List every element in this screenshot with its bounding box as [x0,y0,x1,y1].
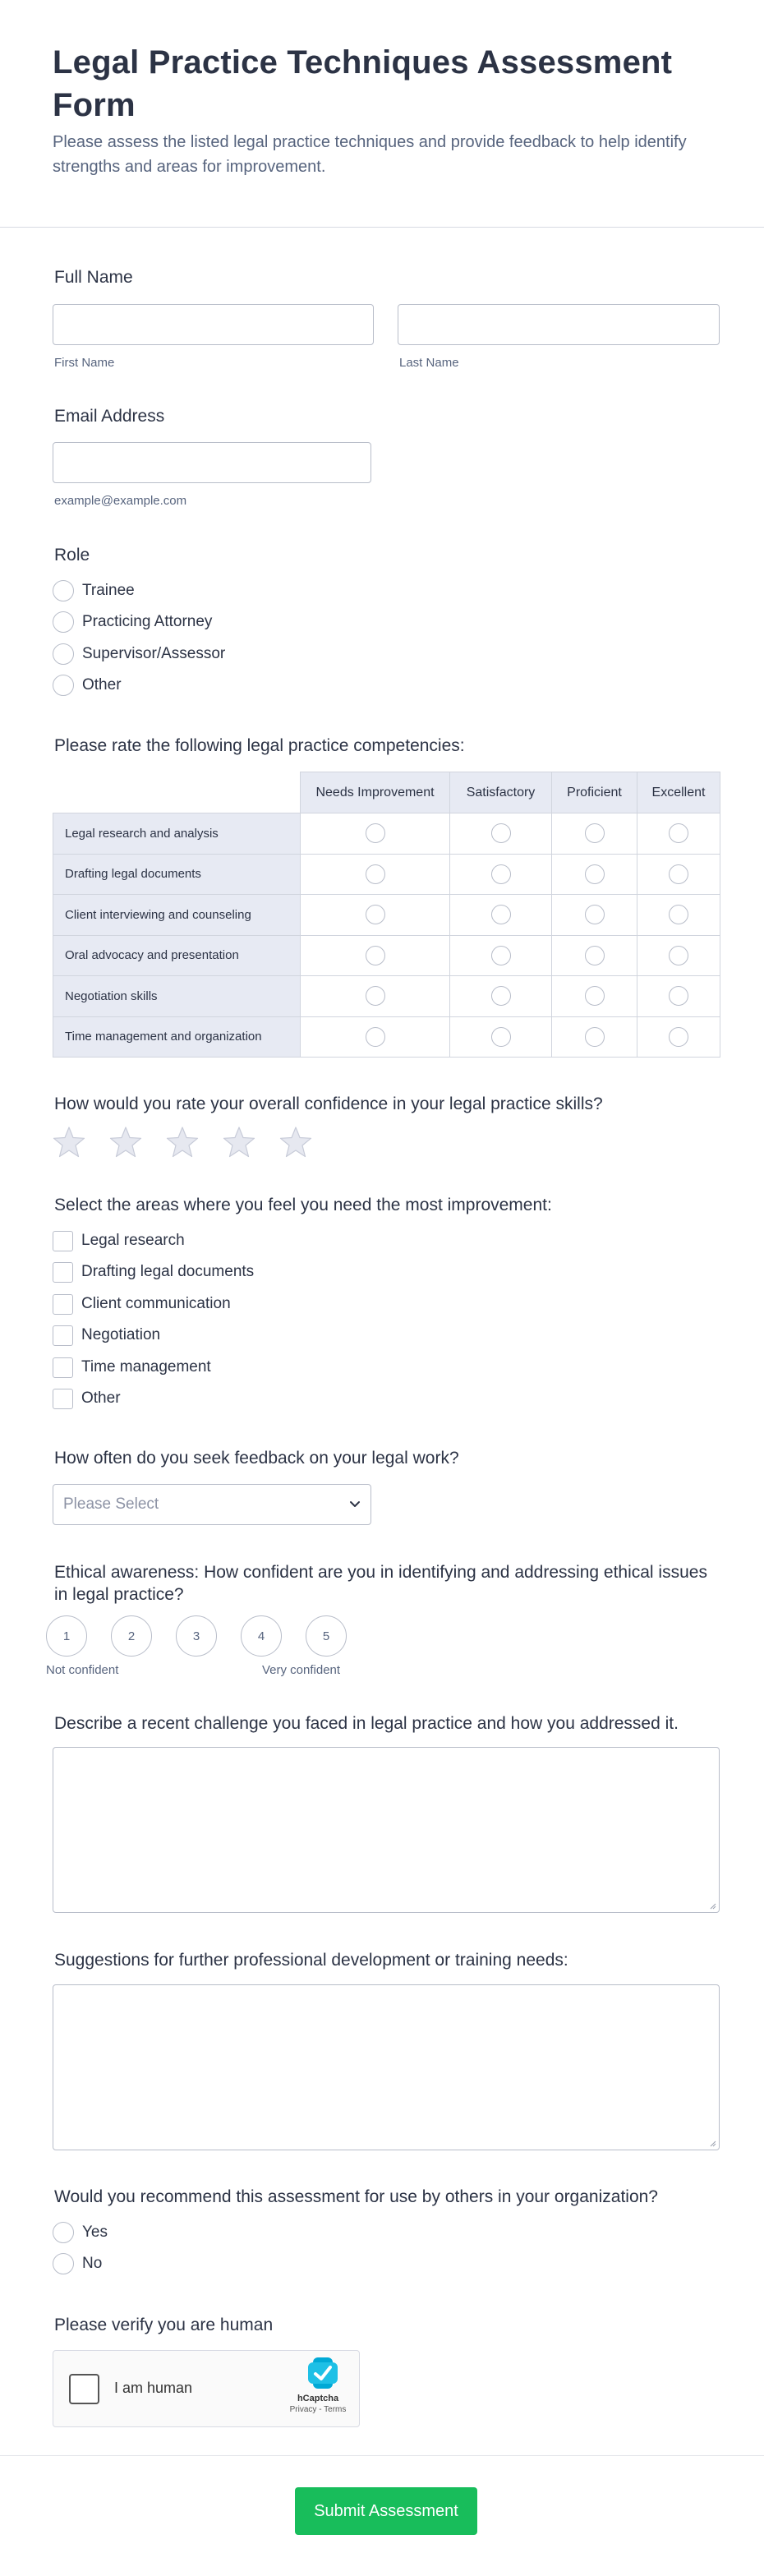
matrix-radio[interactable] [669,905,688,924]
improvement-option-label: Negotiation [81,1326,161,1343]
matrix-cell[interactable] [552,976,637,1017]
ethics-label: Ethical awareness: How confident are you in identifying and addressing ethical issues in legal practice? [54,1563,707,1604]
improvement-option-label: Client communication [81,1295,231,1312]
matrix-corner [53,772,301,813]
matrix-row [53,854,720,895]
matrix-radio[interactable] [669,986,688,1006]
resize-grip-icon[interactable] [709,2140,716,2147]
matrix-radio[interactable] [366,986,385,1006]
challenge-label: Describe a recent challenge you faced in legal practice and how you addressed it. [54,1714,679,1733]
captcha-widget [53,2350,360,2427]
first-name-input[interactable] [53,304,374,345]
matrix-cell[interactable] [552,1016,637,1058]
radio-button[interactable] [53,580,74,601]
captcha-brand: hCaptcha [297,2394,339,2403]
radio-button[interactable] [53,675,74,696]
matrix-row-label: Time management and organization [53,1016,301,1058]
recommend-option-yes[interactable] [53,2221,108,2244]
matrix-column-header: Satisfactory [450,772,552,813]
competencies-label: Please rate the following legal practice competencies: [54,736,465,755]
header-divider [0,227,764,228]
matrix-cell[interactable] [450,895,552,936]
role-option-practicing-attorney[interactable] [53,611,212,634]
matrix-cell[interactable] [450,813,552,855]
select-placeholder: Please Select [63,1495,159,1513]
matrix-row-label: Drafting legal documents [53,854,301,895]
star-icon[interactable] [53,1126,85,1159]
matrix-cell[interactable] [450,935,552,976]
captcha-label: Please verify you are human [54,2316,274,2334]
checkbox[interactable] [53,1357,73,1378]
matrix-row [53,976,720,1017]
role-label: Role [54,546,90,565]
matrix-row-label: Legal research and analysis [53,813,301,855]
matrix-radio[interactable] [585,1027,605,1047]
role-option-label: Supervisor/Assessor [82,645,226,662]
matrix-radio[interactable] [669,864,688,884]
matrix-cell[interactable] [450,854,552,895]
matrix-radio[interactable] [585,946,605,965]
matrix-cell[interactable] [450,976,552,1017]
first-name-sublabel: First Name [54,356,115,370]
captcha-checkbox-text: I am human [114,2380,193,2396]
matrix-cell[interactable] [552,935,637,976]
recommend-option-label: Yes [82,2223,108,2241]
confidence-label: How would you rate your overall confidence in your legal practice skills? [54,1094,603,1113]
matrix-cell[interactable] [301,935,450,976]
suggestions-textarea[interactable] [53,1984,720,2150]
chevron-down-icon [349,1500,361,1509]
matrix-cell[interactable] [450,1016,552,1058]
matrix-header-row [53,772,720,813]
star-icon[interactable] [166,1126,199,1159]
scale-option-1[interactable]: 1 [46,1615,87,1657]
improvement-option-other[interactable] [53,1387,121,1410]
scale-high-label: Very confident [262,1663,341,1677]
role-option-supervisor[interactable] [53,643,225,666]
matrix-cell[interactable] [637,935,720,976]
feedback-frequency-select[interactable] [53,1484,371,1525]
suggestions-label: Suggestions for further professional development or training needs: [54,1951,568,1970]
checkbox[interactable] [53,1389,73,1409]
role-option-other[interactable] [53,674,122,697]
checkbox[interactable] [53,1262,73,1283]
improvement-option-time-management[interactable] [53,1356,211,1379]
matrix-row [53,1016,720,1058]
matrix-row-label: Client interviewing and counseling [53,895,301,936]
captcha-terms-link[interactable]: Privacy - Terms [289,2405,347,2414]
matrix-cell[interactable] [637,813,720,855]
radio-button[interactable] [53,643,74,665]
role-option-label: Trainee [82,582,135,599]
matrix-radio[interactable] [366,864,385,884]
star-icon[interactable] [109,1126,142,1159]
role-option-label: Practicing Attorney [82,613,213,630]
matrix-cell[interactable] [301,895,450,936]
role-option-label: Other [82,676,122,694]
matrix-radio[interactable] [366,946,385,965]
improvement-option-label: Legal research [81,1232,185,1249]
resize-grip-icon[interactable] [709,1902,716,1910]
checkbox[interactable] [53,1294,73,1315]
email-label: Email Address [54,407,165,426]
matrix-cell[interactable] [552,854,637,895]
star-icon[interactable] [279,1126,312,1159]
matrix-radio[interactable] [491,823,511,843]
checkbox[interactable] [53,1231,73,1251]
improvement-option-legal-research[interactable] [53,1229,185,1252]
matrix-radio[interactable] [585,864,605,884]
recommend-option-no[interactable] [53,2252,102,2275]
matrix-cell[interactable] [637,895,720,936]
competency-matrix [53,772,720,1058]
form-header [53,41,718,179]
star-rating [53,1126,336,1159]
matrix-radio[interactable] [491,864,511,884]
feedback-frequency-label: How often do you seek feedback on your legal work? [54,1449,459,1468]
scale-option-5[interactable]: 5 [306,1615,347,1657]
form-title: Legal Practice Techniques Assessment Form [53,44,673,123]
submit-button[interactable]: Submit Assessment [295,2487,477,2535]
matrix-radio[interactable] [366,823,385,843]
matrix-cell[interactable] [301,813,450,855]
captcha-checkbox[interactable] [69,2374,99,2404]
matrix-radio[interactable] [585,986,605,1006]
footer-divider [0,2455,764,2456]
scale-option-3[interactable]: 3 [176,1615,217,1657]
improvement-option-label: Time management [81,1358,211,1376]
form-subtitle: Please assess the listed legal practice techniques and provide feedback to help identify strengths and areas for improvement. [53,133,687,176]
challenge-textarea[interactable] [53,1747,720,1913]
star-icon[interactable] [223,1126,255,1159]
matrix-cell[interactable] [552,813,637,855]
last-name-input[interactable] [398,304,720,345]
matrix-radio[interactable] [366,1027,385,1047]
recommend-label: Would you recommend this assessment for use by others in your organization? [54,2187,658,2206]
email-sublabel: example@example.com [54,494,187,508]
improvement-option-drafting[interactable] [53,1260,254,1283]
matrix-row [53,813,720,855]
matrix-row [53,935,720,976]
improvement-option-negotiation[interactable] [53,1324,160,1347]
improvement-option-label: Other [81,1389,121,1407]
matrix-radio[interactable] [491,905,511,924]
scale-option-4[interactable]: 4 [241,1615,282,1657]
matrix-radio[interactable] [491,1027,511,1047]
matrix-column-header: Needs Improvement [301,772,450,813]
checkbox[interactable] [53,1325,73,1346]
scale-low-label: Not confident [46,1663,119,1677]
improvement-label: Select the areas where you feel you need the most improvement: [54,1196,552,1214]
radio-button[interactable] [53,2222,74,2243]
matrix-row-label: Negotiation skills [53,976,301,1017]
matrix-radio[interactable] [585,823,605,843]
matrix-cell[interactable] [301,976,450,1017]
matrix-cell[interactable] [637,854,720,895]
improvement-option-client-communication[interactable] [53,1293,231,1316]
matrix-radio[interactable] [669,823,688,843]
last-name-sublabel: Last Name [399,356,459,370]
matrix-radio[interactable] [585,905,605,924]
matrix-radio[interactable] [669,1027,688,1047]
matrix-cell[interactable] [637,976,720,1017]
matrix-radio[interactable] [491,986,511,1006]
email-input[interactable] [53,442,371,483]
matrix-radio[interactable] [491,946,511,965]
hcaptcha-logo-icon [301,2356,344,2392]
matrix-cell[interactable] [301,854,450,895]
ethics-scale [46,1615,370,1657]
matrix-row [53,895,720,936]
matrix-cell[interactable] [301,1016,450,1058]
radio-button[interactable] [53,2253,74,2274]
improvement-option-label: Drafting legal documents [81,1263,255,1280]
matrix-radio[interactable] [669,946,688,965]
matrix-column-header: Excellent [637,772,720,813]
matrix-cell[interactable] [637,1016,720,1058]
recommend-option-label: No [82,2255,103,2272]
role-option-trainee[interactable] [53,579,135,602]
radio-button[interactable] [53,611,74,633]
full-name-label: Full Name [54,268,133,287]
scale-option-2[interactable]: 2 [111,1615,152,1657]
matrix-radio[interactable] [366,905,385,924]
matrix-row-label: Oral advocacy and presentation [53,935,301,976]
matrix-column-header: Proficient [552,772,637,813]
matrix-cell[interactable] [552,895,637,936]
